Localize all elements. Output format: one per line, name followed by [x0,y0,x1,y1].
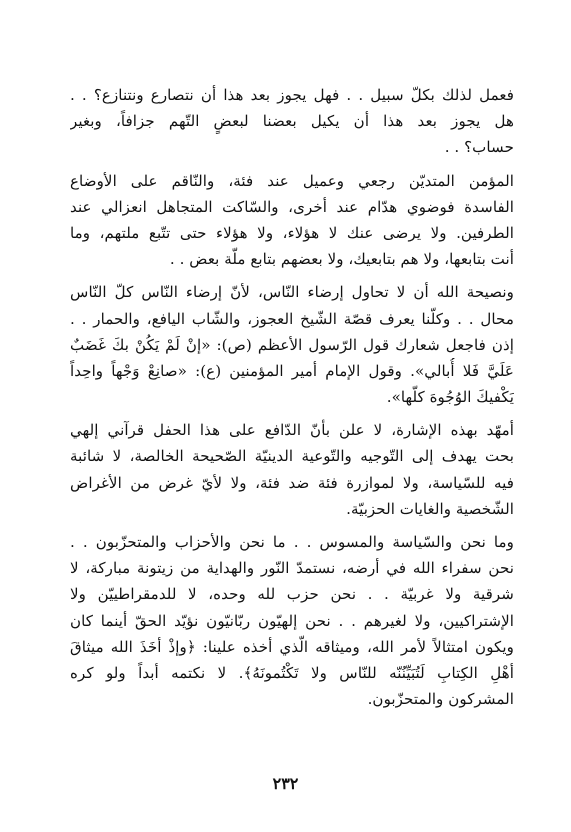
paragraph-2 [70,168,514,273]
text-line: ويكون امتثالاً لأمر الله، وميثاقه الّذي أخذه علينا: ﴿وإذْ أخَذَ الله ميثاقَ [70,637,514,656]
text-line: الشّخصية والغايات الحزبيّة. [346,499,514,518]
text-line: المشركون والمتحزّبون. [367,690,514,709]
text-line: إذن فاجعل شعارك قول الرّسول الأعظم (ص): «إنْ لَمْ يَكُنْ بكَ غَضَبٌ [70,335,514,354]
paragraph-1 [70,82,514,161]
text-line: عَلَيَّ فَلا أُبالي». وقول الإمام أمير المؤمنين (ع): «صانِعْ وَجْهاً واحِداً [70,361,514,380]
text-line: شرقية ولا غربيّة . . نحن حزب لله وحده، لا للدمقراطييّن ولا [70,585,514,604]
paragraph-3 [70,279,514,410]
text-line: الفاسدة فوضوي هدّام عند أخرى، والسّاكت المتجاهل انعزالي عند [70,197,514,216]
paragraph-4 [70,417,514,522]
text-line: محال . . وكلّنا يعرف قصّة الشّيخ العجوز، والشّاب اليافع، والحمار . . [70,309,514,328]
text-line: نحن سفراء الله في أرضه، نستمدّ النّور والهداية من زيتونة مباركة، لا [70,559,514,578]
text-line: الطرفين. ولا يرضى عنك لا هؤلاء، ولا هؤلاء حتى تتّبع ملتهم، وما [70,223,514,242]
text-line: المؤمن المتديّن رجعي وعميل عند فئة، والنّاقم على الأوضاع [70,171,514,190]
text-line: وما نحن والسّياسة والمسوس . . ما نحن والأحزاب والمتحزّبون . . [70,533,514,551]
page-body [70,82,514,719]
text-line: فعمل لذلك بكلّ سبيل . . فهل يجوز بعد هذا أن نتصارع ونتنازع؟ . . [70,86,514,104]
page-number: ٢٣٢ [272,774,299,793]
paragraph-5 [70,529,514,712]
text-line: فيه للسّياسة، ولا لموازرة فئة ضد فئة، ولا لأيّ غرض من الأغراض [70,473,514,492]
text-line: بحت يهدف إلى التّوجيه والتّوعية الدينيّة الصّحيحة الخالصة، لا شائبة [70,447,514,466]
text-line: الإشتراكيين، ولا لغيرهم . . نحن إلهيّون ربّانيّون نؤيّد الحقّ أينما كان [70,611,514,630]
text-line: أهْلِ الكِتابِ لَتُبَيِّنُنّه للنّاس ولا تَكْتُمونَهُ﴾. لا نكتمه أبداً ولو كره [70,663,514,682]
text-line: هل يجوز بعد هذا أن يكيل بعضنا لبعضٍ التّهم جزافاً، وبغير [70,112,514,131]
text-line: أنت بتابعها، ولا هم بتابعيك، ولا بعضهم بتابع ملّة بعض . . [169,250,514,269]
text-line: ونصيحة الله أن لا تحاول إرضاء النّاس، لأنّ إرضاء النّاس كلّ النّاس [70,283,514,302]
text-line: أمهّد بهذه الإشارة، لا علن بأنّ الدّافع على هذا الحفل قرآني إلهي [70,421,514,440]
text-line: حساب؟ . . [444,138,514,157]
text-line: يَكْفيكَ الوُجُوهَ كلّها». [386,388,514,407]
